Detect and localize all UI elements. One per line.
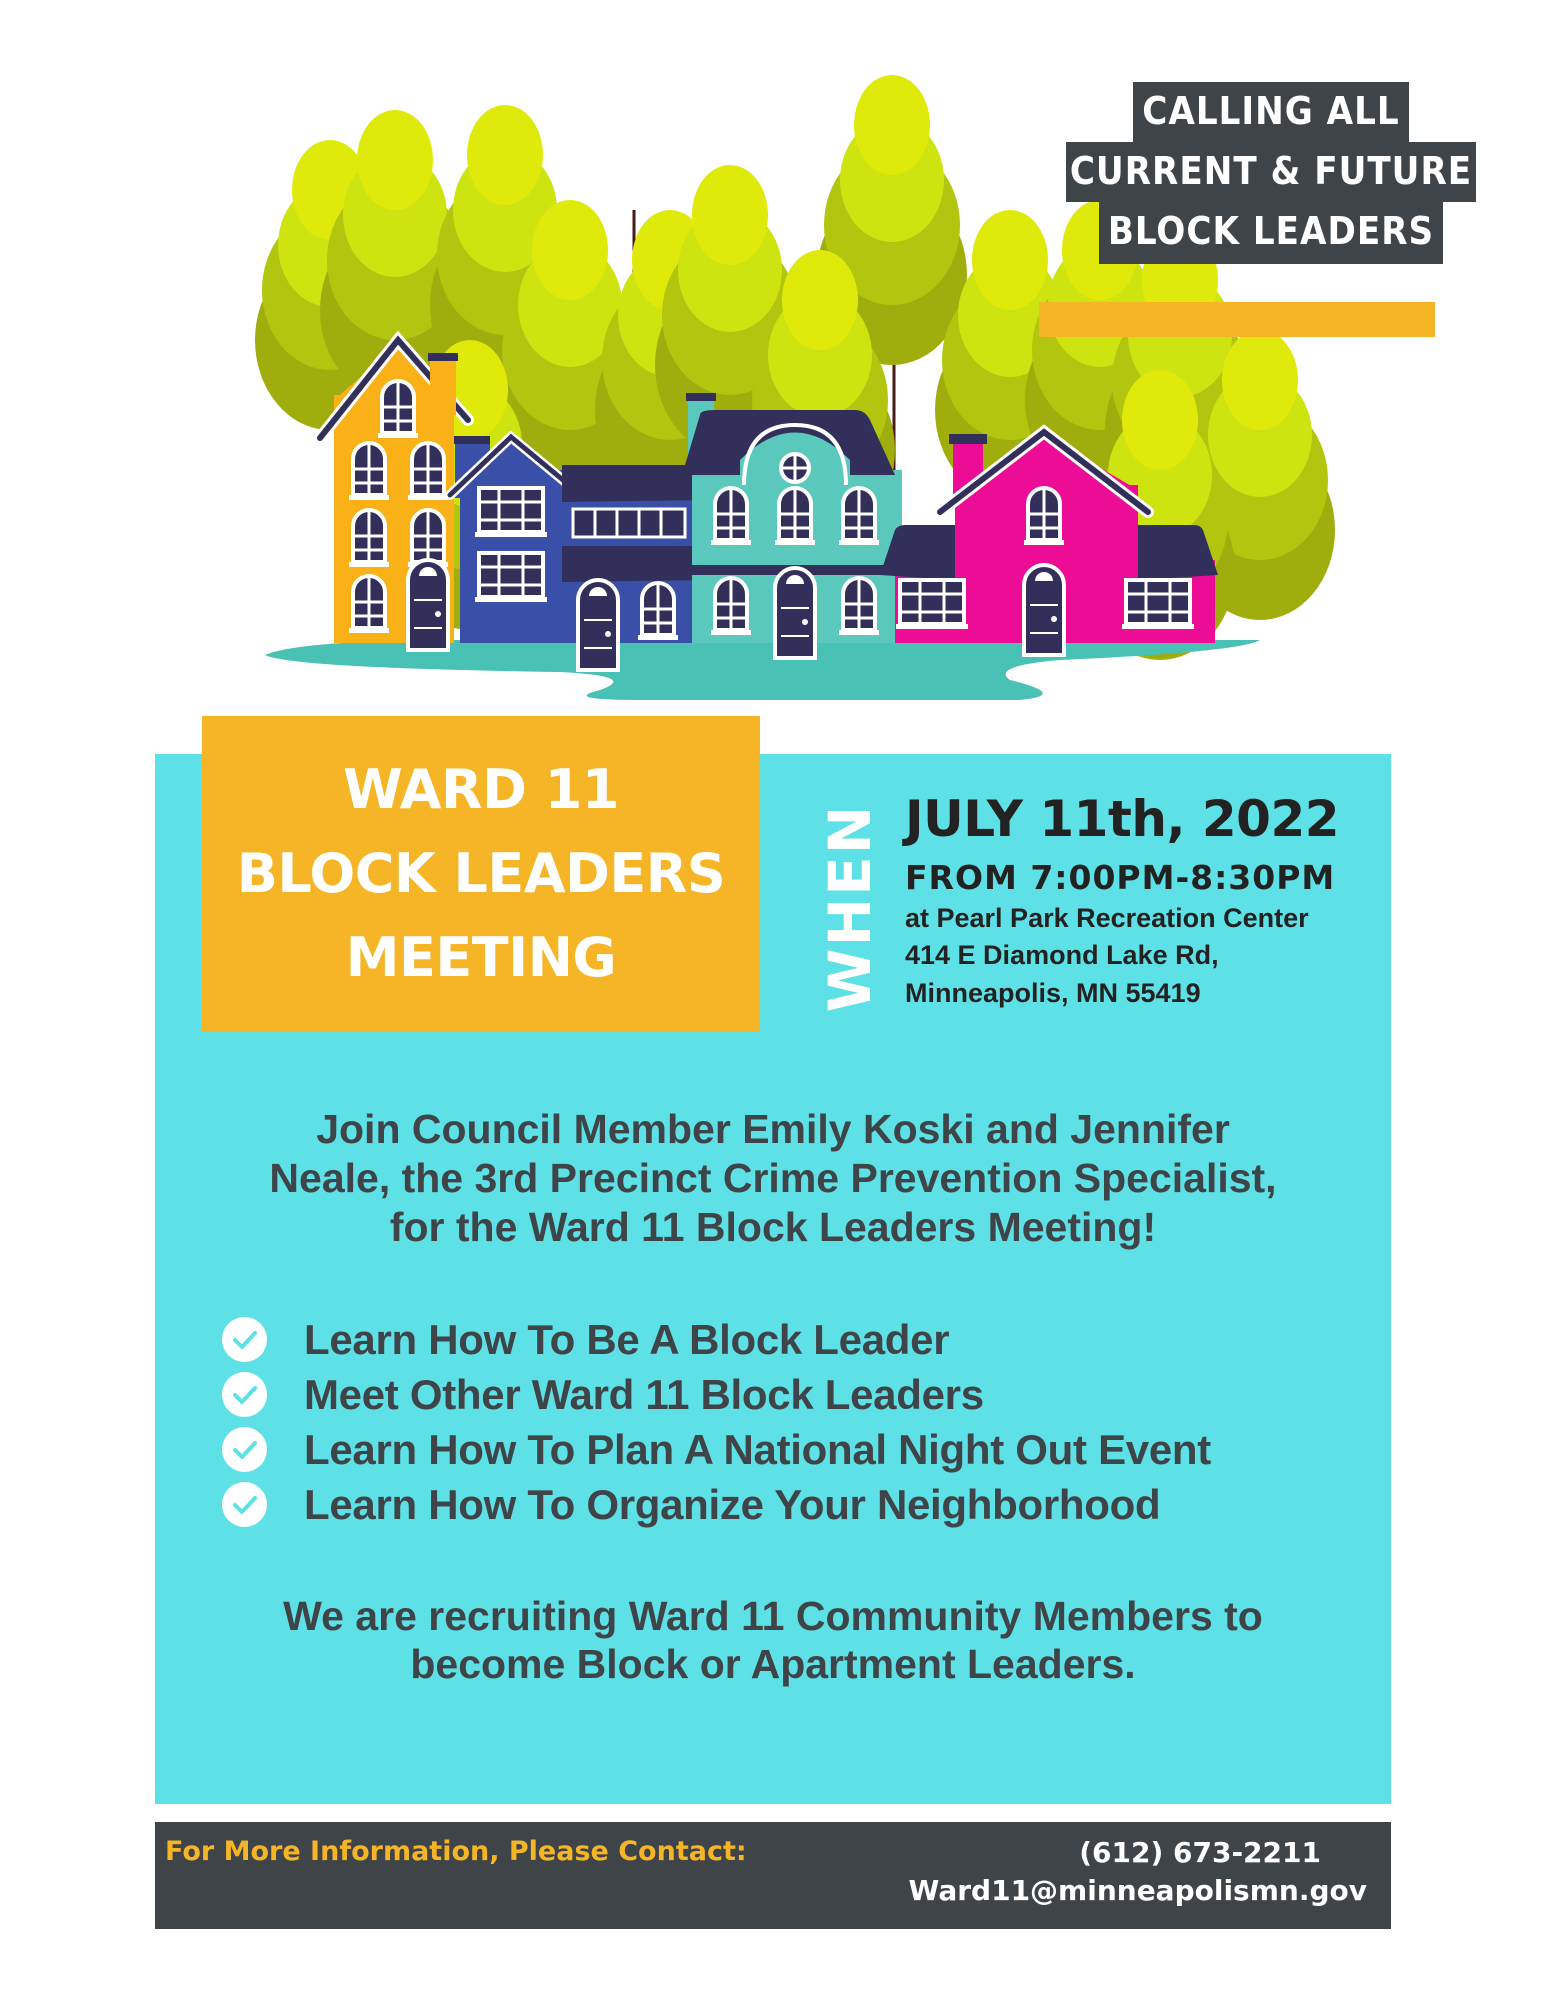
event-street: 414 E Diamond Lake Rd, [905,940,1219,970]
contact-footer [155,1822,1391,1929]
contact-email[interactable]: Ward11@minneapolismn.gov [908,1874,1367,1907]
checklist-item [222,1477,1372,1532]
accent-bar [1039,302,1435,337]
event-city: Minneapolis, MN 55419 [905,978,1201,1008]
checklist-label: Learn How To Plan A National Night Out Event [304,1425,1211,1473]
contact-phone[interactable]: (612) 673-2211 [1079,1836,1321,1869]
checklist-label: Meet Other Ward 11 Block Leaders [304,1370,984,1418]
checklist-item [222,1422,1372,1477]
when-text: WHEN [816,803,884,1012]
callout-line-3: BLOCK LEADERS [1099,202,1443,264]
benefits-checklist [222,1312,1372,1532]
check-circle-icon [222,1317,267,1362]
recruit-line: We are recruiting Ward 11 Community Members to [283,1593,1263,1639]
contact-label: For More Information, Please Contact: [165,1836,747,1867]
event-title-line-2: BLOCK LEADERS [236,842,726,905]
event-title-line-1: WARD 11 [343,758,619,821]
event-title-line-3: MEETING [345,926,617,989]
checklist-label: Learn How To Be A Block Leader [304,1315,950,1363]
event-time: FROM 7:00PM-8:30PM [905,858,1336,897]
event-location: at Pearl Park Recreation Center [905,903,1309,933]
callout-line-1: CALLING ALL [1133,82,1409,142]
event-date: JULY 11th, 2022 [905,790,1340,848]
event-title-box [202,716,760,1032]
recruit-line: become Block or Apartment Leaders. [410,1641,1136,1687]
intro-paragraph [155,1105,1391,1252]
check-circle-icon [222,1482,267,1527]
check-circle-icon [222,1427,267,1472]
recruit-paragraph [155,1592,1391,1688]
intro-line: Neale, the 3rd Precinct Crime Prevention Specialist, [269,1155,1277,1201]
checklist-item [222,1312,1372,1367]
callout-line-2: CURRENT & FUTURE [1066,142,1476,202]
checklist-label: Learn How To Organize Your Neighborhood [304,1480,1161,1528]
when-label [816,795,884,1020]
intro-line: for the Ward 11 Block Leaders Meeting! [389,1204,1157,1250]
check-circle-icon [222,1372,267,1417]
checklist-item [222,1367,1372,1422]
intro-line: Join Council Member Emily Koski and Jennifer [316,1106,1230,1152]
